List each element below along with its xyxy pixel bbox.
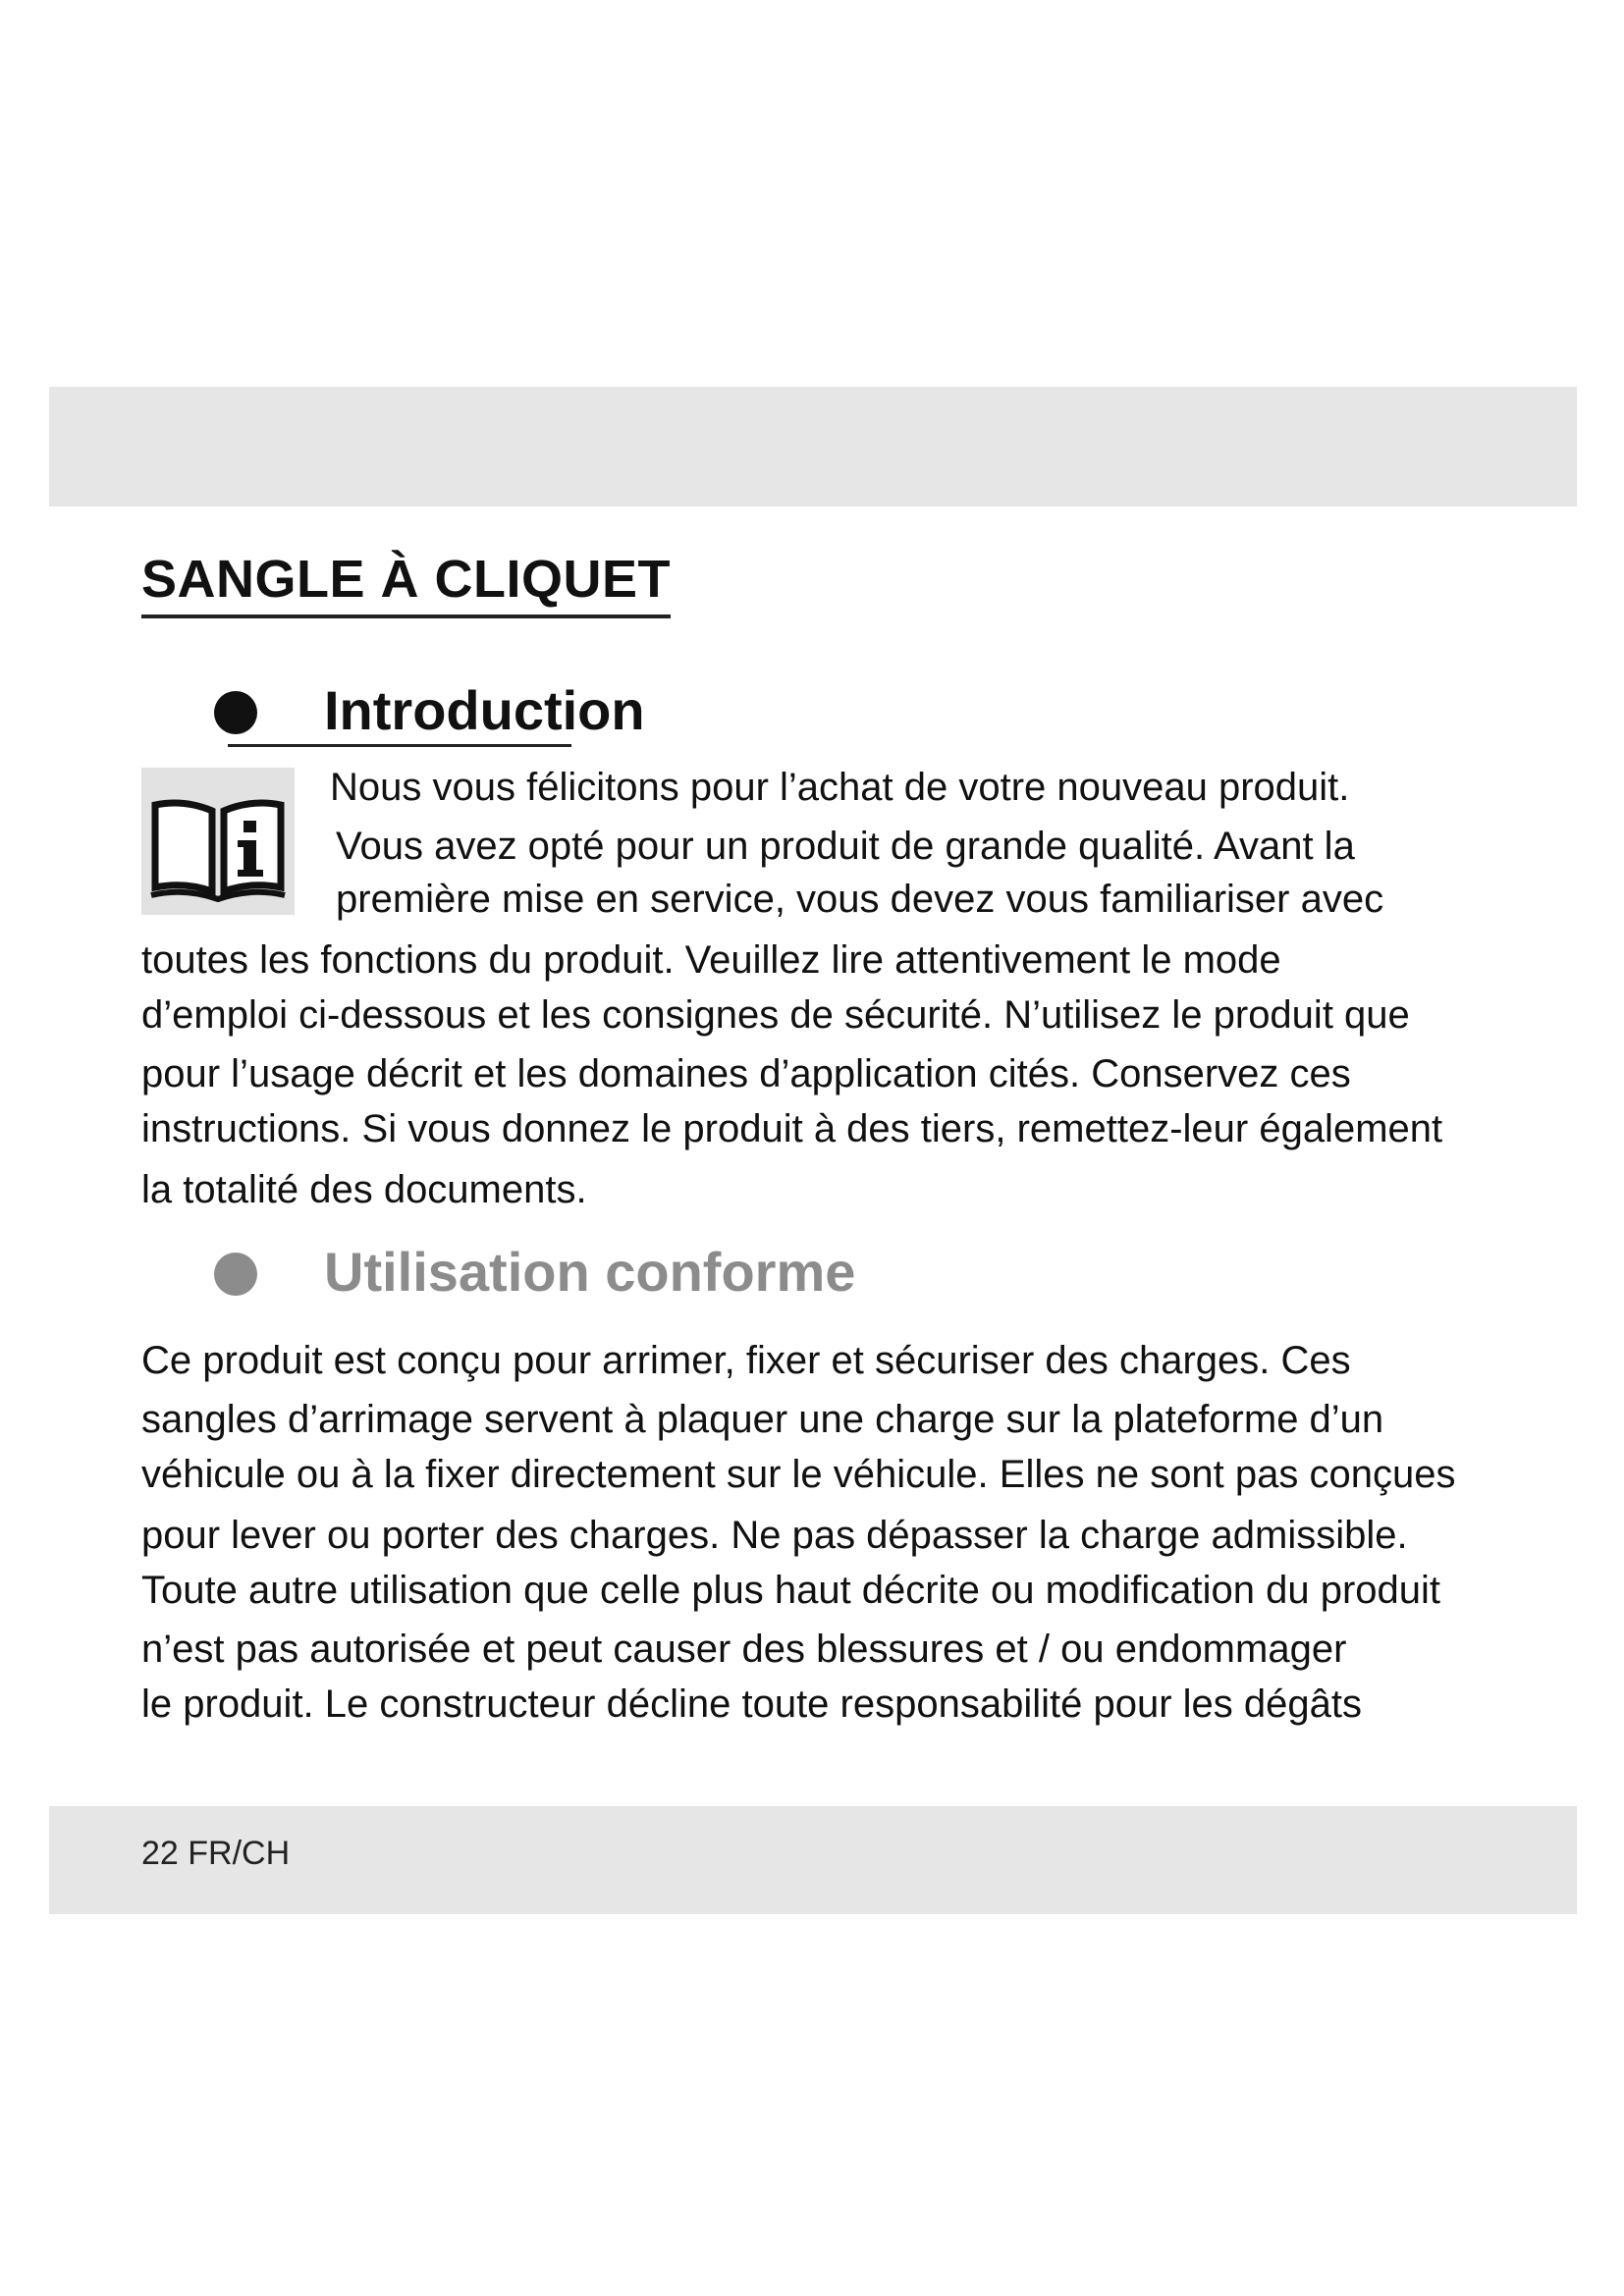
bullet-icon — [214, 691, 257, 734]
bullet-icon — [214, 1253, 257, 1296]
heading-underline — [228, 744, 571, 747]
header-band — [49, 387, 1577, 507]
intro-text-line: instructions. Si vous donnez le produit à des tiers, remettez-leur également — [141, 1107, 1443, 1150]
section-title: Introduction — [324, 679, 645, 741]
section-title: Utilisation conforme — [324, 1241, 856, 1303]
use-text-line: le produit. Le constructeur décline toute responsabilité pour les dégâts — [141, 1682, 1362, 1726]
intro-text-line: pour l’usage décrit et les domaines d’application cités. Conservez ces — [141, 1052, 1351, 1095]
use-text-line: Ce produit est conçu pour arrimer, fixer et sécuriser des charges. Ces — [141, 1339, 1351, 1382]
use-text-line: pour lever ou porter des charges. Ne pas dépasser la charge admissible. — [141, 1514, 1408, 1557]
intro-text-line: d’emploi ci-dessous et les consignes de sécurité. N’utilisez le produit que — [141, 993, 1410, 1037]
page-title: SANGLE À CLIQUET — [141, 546, 671, 618]
intro-text-line: toutes les fonctions du produit. Veuillez lire attentivement le mode — [141, 938, 1281, 982]
info-book-icon — [141, 768, 295, 915]
use-text-line: véhicule ou à la fixer directement sur le véhicule. Elles ne sont pas conçues — [141, 1453, 1456, 1496]
use-text-line: Toute autre utilisation que celle plus haut décrite ou modification du produit — [141, 1569, 1441, 1612]
intro-text-line: Nous vous félicitons pour l’achat de votre nouveau produit. — [330, 766, 1350, 809]
page-number: 22 FR/CH — [141, 1835, 291, 1872]
use-text-line: sangles d’arrimage servent à plaquer une charge sur la plateforme d’un — [141, 1398, 1384, 1441]
use-text-line: n’est pas autorisée et peut causer des blessures et / ou endommager — [141, 1628, 1347, 1671]
intro-text-line: Vous avez opté pour un produit de grande qualité. Avant la — [336, 825, 1355, 868]
intro-text-line: première mise en service, vous devez vous familiariser avec — [336, 878, 1384, 921]
intro-text-line: la totalité des documents. — [141, 1168, 587, 1211]
